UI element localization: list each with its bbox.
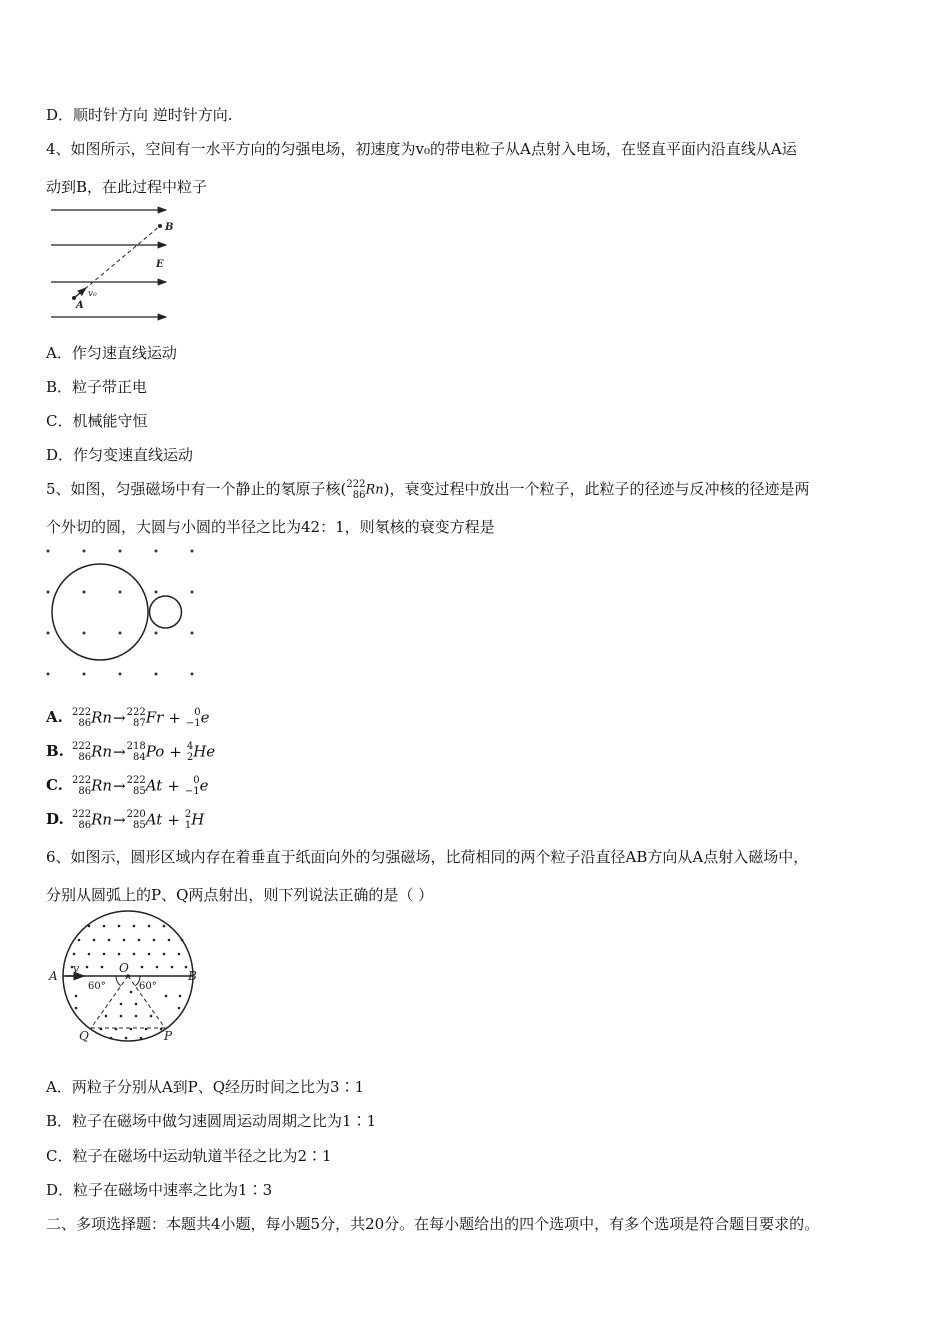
r1-charge: 87 [133,718,146,729]
option-label: C. [46,776,63,794]
lhs-charge: 86 [78,718,92,729]
q6-stem-line1: 6、如图示，圆形区域内存在着垂直于纸面向外的匀强磁场，比荷相同的两个粒子沿直径AB方向从A点射入磁场中， [46,848,809,866]
lhs-symbol: Rn [91,776,113,795]
r1-charge: 84 [133,752,146,763]
q5-option-a: A. 222 86 Rn→ 222 87 Fr + 0 −1 e [46,707,210,729]
nucleus-charge: 86 [352,490,366,501]
r2-symbol: He [193,742,216,761]
r2-symbol: H [191,810,205,829]
q4-option-d: D．作匀变速直线运动 [46,446,194,464]
option-label: A. [46,708,63,726]
label-a: A [49,969,58,983]
lhs-mass: 222 [72,809,92,820]
r2-mass: 0 [193,775,200,786]
q4-stem-line1: 4、如图所示，空间有一水平方向的匀强电场，初速度为v₀的带电粒子从A点射入电场，在竖直平面内沿直线从A运 [46,140,797,158]
lhs-charge: 86 [78,752,92,763]
r2-charge: −1 [184,786,200,797]
r1-symbol: At [145,810,163,829]
r2-mass: 0 [194,707,201,718]
r2-mass: 2 [184,809,192,820]
large-track-circle [52,564,148,660]
r1-symbol: Fr [145,708,164,727]
option-label: D. [46,810,64,828]
nucleus-mass: 222 [346,479,366,490]
point-b [158,224,162,228]
q5-stem-line2: 个外切的圆，大圆与小圆的半径之比为42：1，则氡核的衰变方程是 [46,518,495,536]
arrow-icon: → [113,811,126,829]
label-p: P [164,1029,173,1043]
r1-mass: 222 [126,775,146,786]
arrow-icon: → [113,709,126,727]
nucleus-symbol: Rn [365,482,384,498]
q6-option-d: D．粒子在磁场中速率之比为1∶3 [46,1181,273,1199]
r2-charge: −1 [185,718,201,729]
q5-option-c: C. 222 86 Rn→ 222 85 At + 0 −1 e [46,775,209,797]
r1-mass: 222 [126,707,146,718]
q5-stem-part2: )，衰变过程中放出一个粒子，此粒子的径迹与反冲核的径迹是两 [383,480,810,498]
r1-mass: 220 [126,809,146,820]
small-track-circle [150,596,182,628]
section2-heading: 二、多项选择题：本题共4小题，每小题5分，共20分。在每小题给出的四个选项中，有多个选项是符合题目要求的。 [46,1215,820,1233]
option-label: B. [46,742,64,760]
lhs-symbol: Rn [91,708,113,727]
q5-stem-line1 [46,478,810,501]
velocity-arrow [74,288,86,298]
r1-symbol: Po [145,742,165,761]
r2-symbol: e [200,708,210,727]
q6-stem-line2: 分别从圆弧上的P、Q两点射出，则下列说法正确的是（ ） [46,886,434,904]
r2-charge: 1 [184,820,192,831]
q5-option-b: B. 222 86 Rn→ 218 84 Po + 4 2 He [46,741,216,763]
q6-option-b: B．粒子在磁场中做匀速圆周运动周期之比为1∶1 [46,1112,377,1130]
label-angle-left: 60° [88,981,106,992]
lhs-symbol: Rn [91,810,113,829]
lhs-symbol: Rn [91,742,113,761]
r1-charge: 85 [133,820,146,831]
path-ab [74,226,160,298]
q5-option-d: D. 222 86 Rn→ 220 85 At + 2 1 H [46,809,205,831]
label-o: O [119,961,129,975]
r1-symbol: At [145,776,163,795]
q4-option-b: B．粒子带正电 [46,378,148,396]
label-b: B [165,222,174,233]
lhs-charge: 86 [78,786,92,797]
label-v0: v₀ [88,289,97,299]
lhs-charge: 86 [78,820,92,831]
q6-circular-field-figure [46,908,206,1048]
angle-arc-left [116,976,121,986]
lhs-mass: 222 [72,775,92,786]
r2-mass: 4 [186,741,194,752]
q5-magnetic-field-figure [40,543,205,683]
label-b: B [188,969,197,983]
q6-option-a: A．两粒子分别从A到P、Q经历时间之比为3∶1 [46,1078,365,1096]
q5-nucleus [346,479,383,501]
q4-stem-line2: 动到B，在此过程中粒子 [46,178,208,196]
q4-option-a: A．作匀速直线运动 [46,344,177,362]
q3-option-d: D．顺时针方向 逆时针方向. [46,106,233,124]
arrow-icon: → [113,743,126,761]
r1-charge: 85 [133,786,146,797]
q5-stem-part1: 5、如图，匀强磁场中有一个静止的氡原子核( [46,480,347,498]
q4-option-c: C．机械能守恒 [46,412,148,430]
label-v: v [73,962,80,975]
lhs-mass: 222 [72,707,92,718]
r2-charge: 2 [186,752,194,763]
q6-option-c: C．粒子在磁场中运动轨道半径之比为2∶1 [46,1147,332,1165]
label-angle-right: 60° [139,981,157,992]
label-a: A [76,300,84,311]
label-e: E [156,259,164,270]
label-q: Q [79,1029,89,1043]
lhs-mass: 222 [72,741,92,752]
arrow-icon: → [113,777,126,795]
r1-mass: 218 [126,741,146,752]
r2-symbol: e [199,776,209,795]
q4-field-figure [46,200,186,325]
